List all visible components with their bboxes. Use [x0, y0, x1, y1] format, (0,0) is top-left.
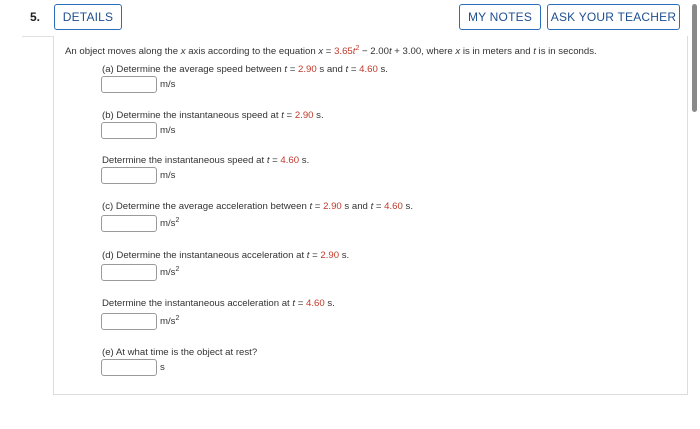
part-b-prompt: (b) Determine the instantaneous speed at t = 2.90 s. [102, 110, 324, 121]
part-c-unit: $m/s^2$ [160, 217, 180, 230]
part-d-unit: $m/s^2$ [160, 266, 180, 279]
part-b2-answer-input[interactable] [101, 167, 157, 184]
scrollbar[interactable] [690, 0, 700, 429]
ask-your-teacher-button[interactable]: ASK YOUR TEACHER [547, 4, 680, 30]
problem-statement: An object moves along the x axis according to the equation $x = 3.65t^2 - 2.00t + 3.00$, where x is in meters and t is in seconds. [65, 45, 597, 58]
scrollbar-thumb[interactable] [692, 4, 697, 112]
part-b-answer-input[interactable] [101, 122, 157, 139]
part-e-unit: s [160, 362, 165, 373]
part-e-answer-input[interactable] [101, 359, 157, 376]
part-d2-prompt: Determine the instantaneous acceleration at t = 4.60 s. [102, 298, 335, 309]
part-a-prompt: (a) Determine the average speed between t = 2.90 s and t = 4.60 s. [102, 64, 388, 75]
part-b-unit: m/s [160, 125, 176, 136]
part-a-unit: m/s [160, 79, 176, 90]
details-button[interactable]: DETAILS [54, 4, 122, 30]
part-e-prompt: (e) At what time is the object at rest? [102, 347, 258, 358]
part-d2-answer-input[interactable] [101, 313, 157, 330]
part-c-prompt: (c) Determine the average acceleration between t = 2.90 s and t = 4.60 s. [102, 201, 413, 212]
part-c-answer-input[interactable] [101, 215, 157, 232]
part-b2-prompt: Determine the instantaneous speed at t = 4.60 s. [102, 155, 310, 166]
part-d-prompt: (d) Determine the instantaneous acceleration at t = 2.90 s. [102, 250, 350, 261]
question-number: 5. [30, 10, 41, 24]
part-b2-unit: m/s [160, 170, 176, 181]
part-a-answer-input[interactable] [101, 76, 157, 93]
part-d-answer-input[interactable] [101, 264, 157, 281]
part-d2-unit: $m/s^2$ [160, 315, 180, 328]
my-notes-button[interactable]: MY NOTES [459, 4, 541, 30]
